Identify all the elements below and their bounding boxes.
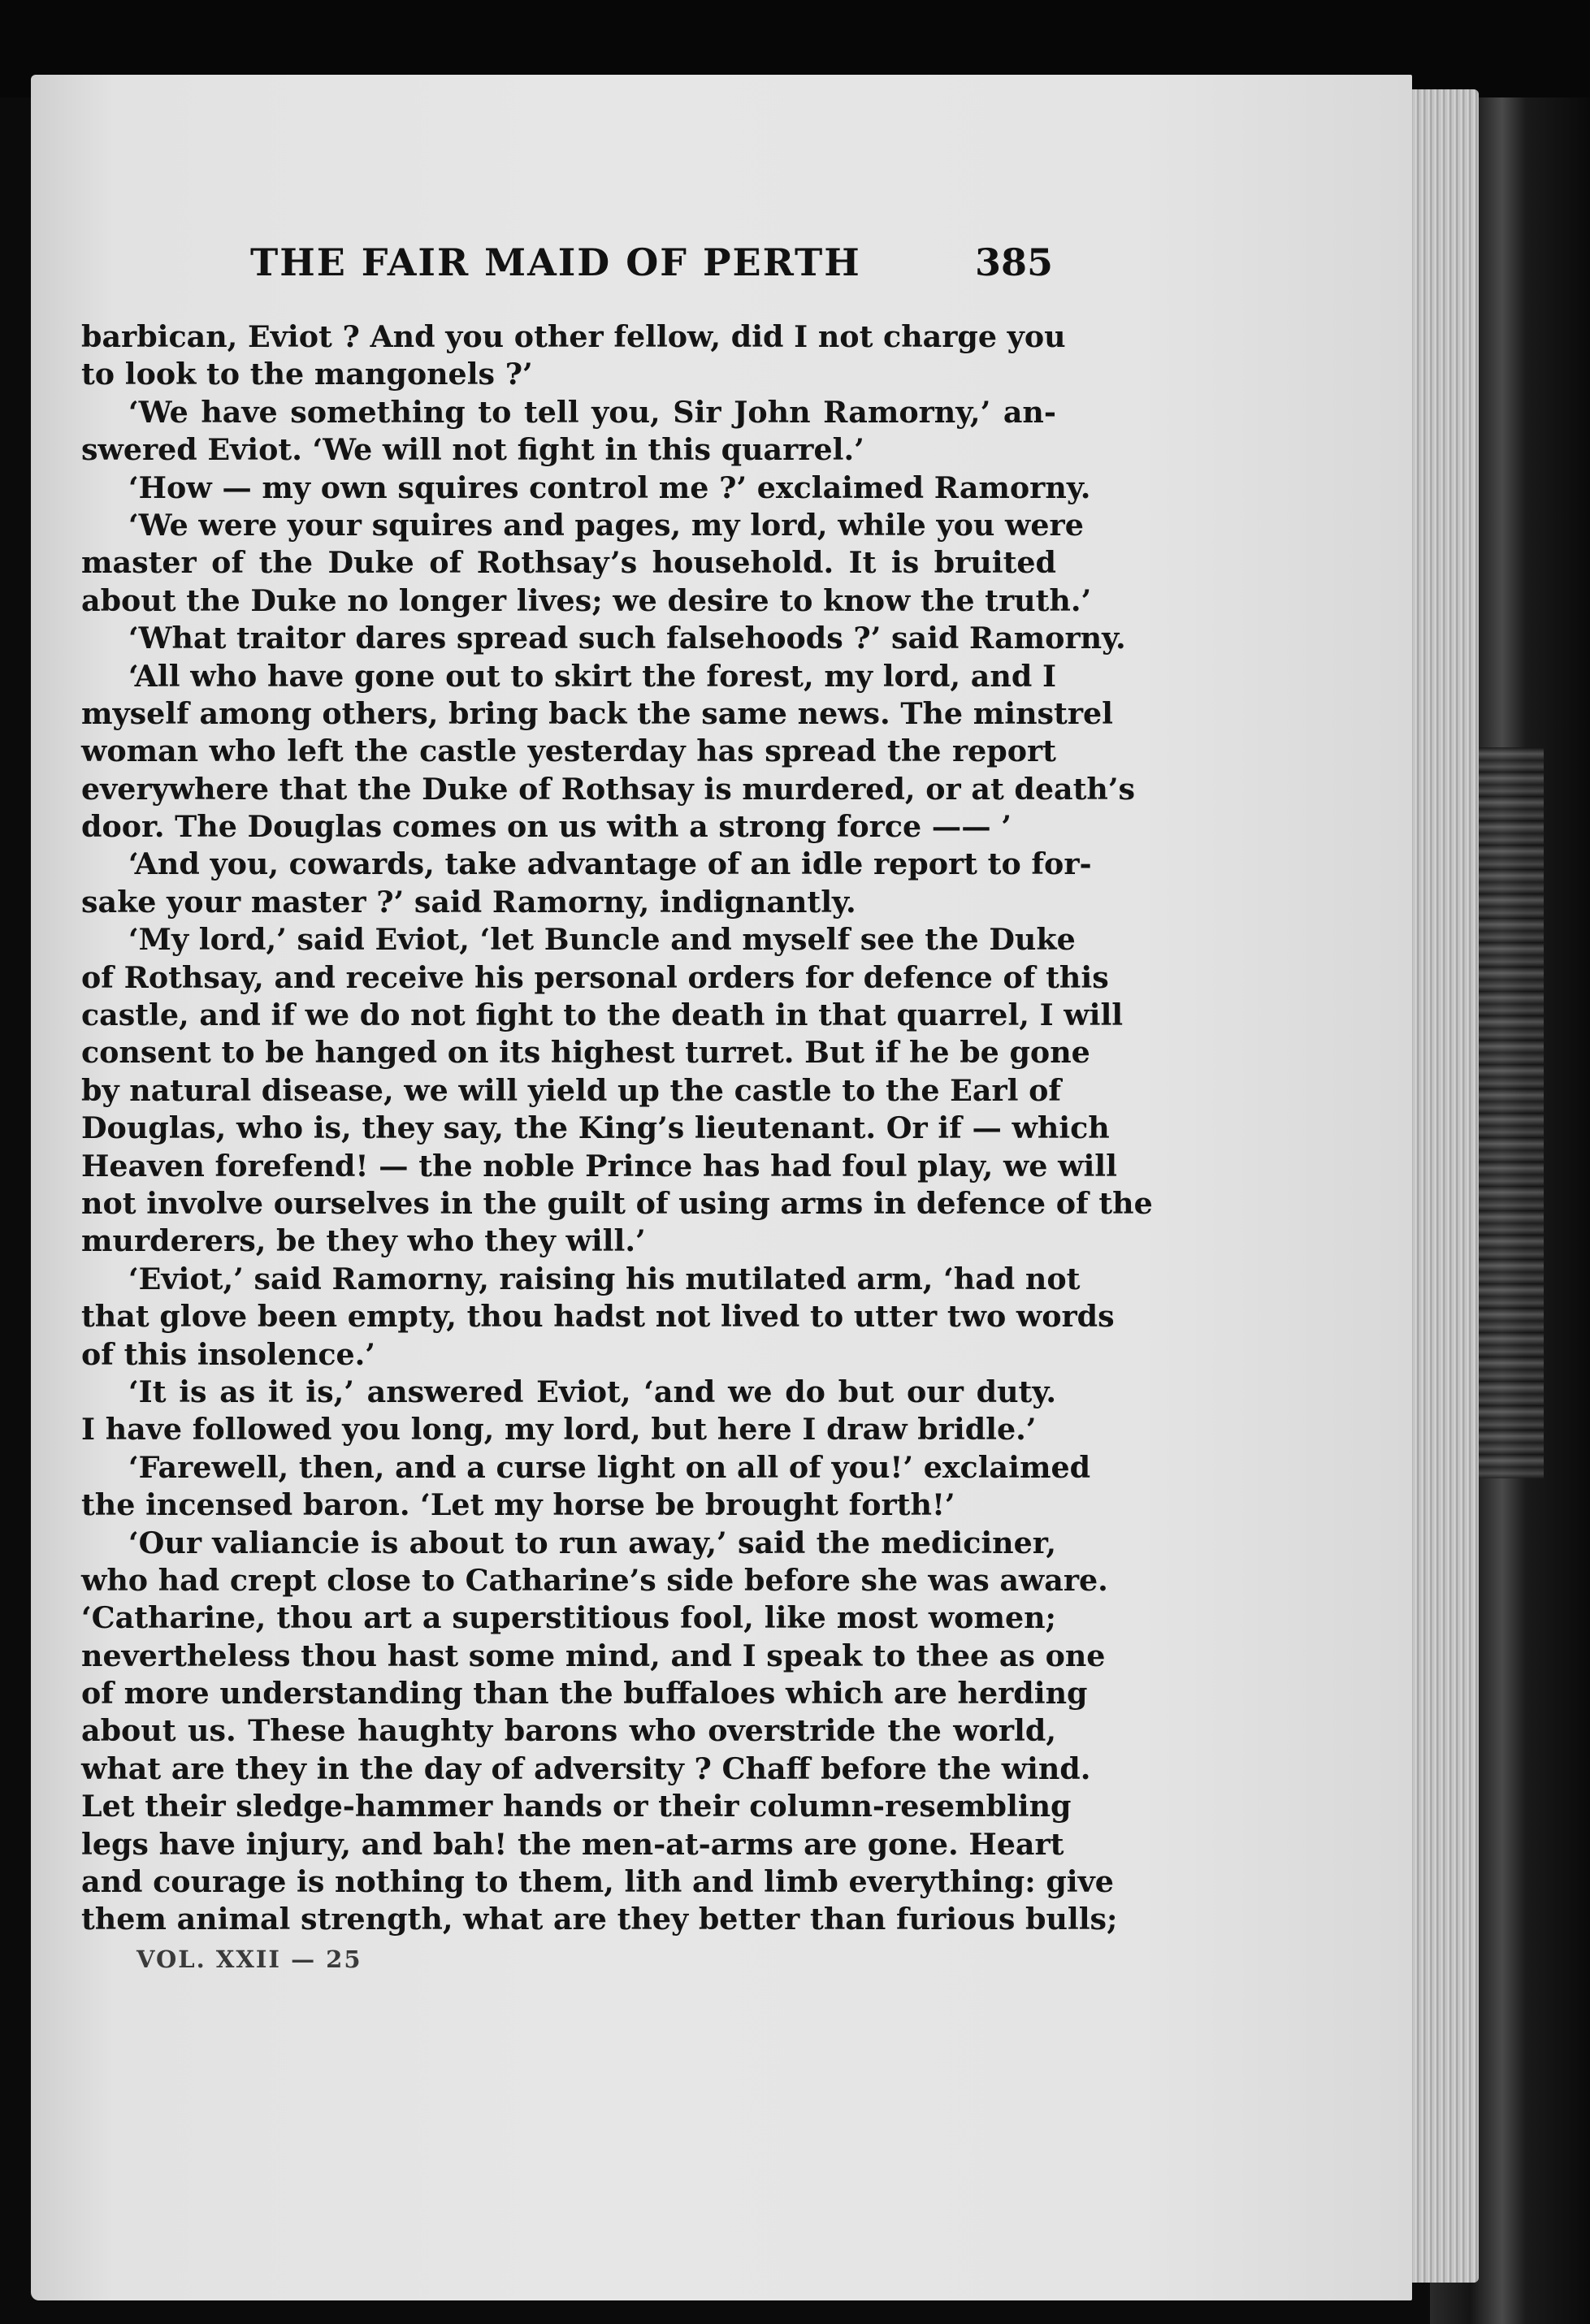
text-line: and courage is nothing to them, lith and limb everything: give (81, 1864, 1114, 1900)
text-line: ‘My lord,’ said Eviot, ‘let Buncle and myself see the Duke (128, 922, 1076, 958)
text-line: not involve ourselves in the guilt of using arms in defence of the (81, 1185, 1153, 1221)
text-line: ‘How — my own squires control me ?’ exclaimed Ramorny. (128, 470, 1091, 505)
text-line: Let their sledge-hammer hands or their column-resembling (81, 1789, 1072, 1824)
text-line: of this insolence.’ (81, 1336, 375, 1372)
text-line: barbican, Eviot ? And you other fellow, did I not charge you (81, 319, 1066, 354)
page-number: 385 (974, 240, 1053, 284)
text-line: ‘We were your squires and pages, my lord, while you were (128, 507, 1084, 543)
text-line: door. The Douglas comes on us with a strong force —— ’ (81, 809, 1012, 845)
text-line: them animal strength, what are they better than furious bulls; (81, 1902, 1118, 1937)
text-line: sake your master ?’ said Ramorny, indignantly. (81, 884, 856, 920)
text-line: ‘Eviot,’ said Ramorny, raising his mutilated arm, ‘had not (128, 1261, 1081, 1296)
text-line: Heaven forefend! — the noble Prince has had foul play, we will (81, 1148, 1117, 1184)
text-line: what are they in the day of adversity ? Chaff before the wind. (81, 1751, 1091, 1786)
body-text (81, 318, 1153, 1939)
text-line: Douglas, who is, they say, the King’s lieutenant. Or if — which (81, 1110, 1110, 1146)
text-line: the incensed baron. ‘Let my horse be brought forth!’ (81, 1487, 955, 1523)
text-line: ‘And you, cowards, take advantage of an idle report to for- (128, 846, 1092, 882)
text-line: ‘Catharine, thou art a superstitious fool, like most women; (81, 1600, 1056, 1636)
text-line: master of the Duke of Rothsay’s household. It is bruited (81, 545, 1056, 581)
text-line: consent to be hanged on its highest turret. But if he be gone (81, 1035, 1090, 1071)
text-line: ‘We have something to tell you, Sir John Ramorny,’ an- (128, 394, 1056, 430)
text-line: to look to the mangonels ?’ (81, 357, 533, 392)
signature-mark: VOL. XXII — 25 (136, 1945, 362, 1973)
text-line: of more understanding than the buffaloes which are herding (81, 1676, 1088, 1712)
text-line: nevertheless thou hast some mind, and I speak to thee as one (81, 1638, 1106, 1673)
text-line: about us. These haughty barons who overstride the world, (81, 1713, 1056, 1749)
text-line: ‘Our valiancie is about to run away,’ said the mediciner, (128, 1525, 1056, 1560)
text-line: I have followed you long, my lord, but here I draw bridle.’ (81, 1412, 1037, 1448)
text-line: murderers, be they who they will.’ (81, 1223, 646, 1259)
text-line: ‘Farewell, then, and a curse light on all of you!’ exclaimed (128, 1449, 1091, 1485)
text-line: legs have injury, and bah! the men-at-arms are gone. Heart (81, 1826, 1064, 1862)
text-line: everywhere that the Duke of Rothsay is murdered, or at death’s (81, 771, 1136, 807)
text-line: castle, and if we do not fight to the death in that quarrel, I will (81, 998, 1124, 1033)
text-line: ‘All who have gone out to skirt the forest, my lord, and I (128, 658, 1056, 694)
page-title: THE FAIR MAID OF PERTH (250, 240, 861, 284)
text-line: woman who left the castle yesterday has spread the report (81, 734, 1056, 769)
text-line: by natural disease, we will yield up the castle to the Earl of (81, 1072, 1062, 1108)
text-line: who had crept close to Catharine’s side before she was aware. (81, 1562, 1108, 1598)
text-line: ‘What traitor dares spread such falsehoods ?’ said Ramorny. (128, 621, 1126, 656)
text-line: of Rothsay, and receive his personal orders for defence of this (81, 959, 1109, 995)
text-line: about the Duke no longer lives; we desire to know the truth.’ (81, 582, 1092, 618)
text-line: swered Eviot. ‘We will not fight in this quarrel.’ (81, 432, 864, 468)
text-line: ‘It is as it is,’ answered Eviot, ‘and we do but our duty. (128, 1374, 1056, 1409)
text-line: myself among others, bring back the same news. The minstrel (81, 695, 1113, 731)
running-head (81, 240, 1053, 289)
text-line: that glove been empty, thou hadst not lived to utter two words (81, 1299, 1115, 1335)
